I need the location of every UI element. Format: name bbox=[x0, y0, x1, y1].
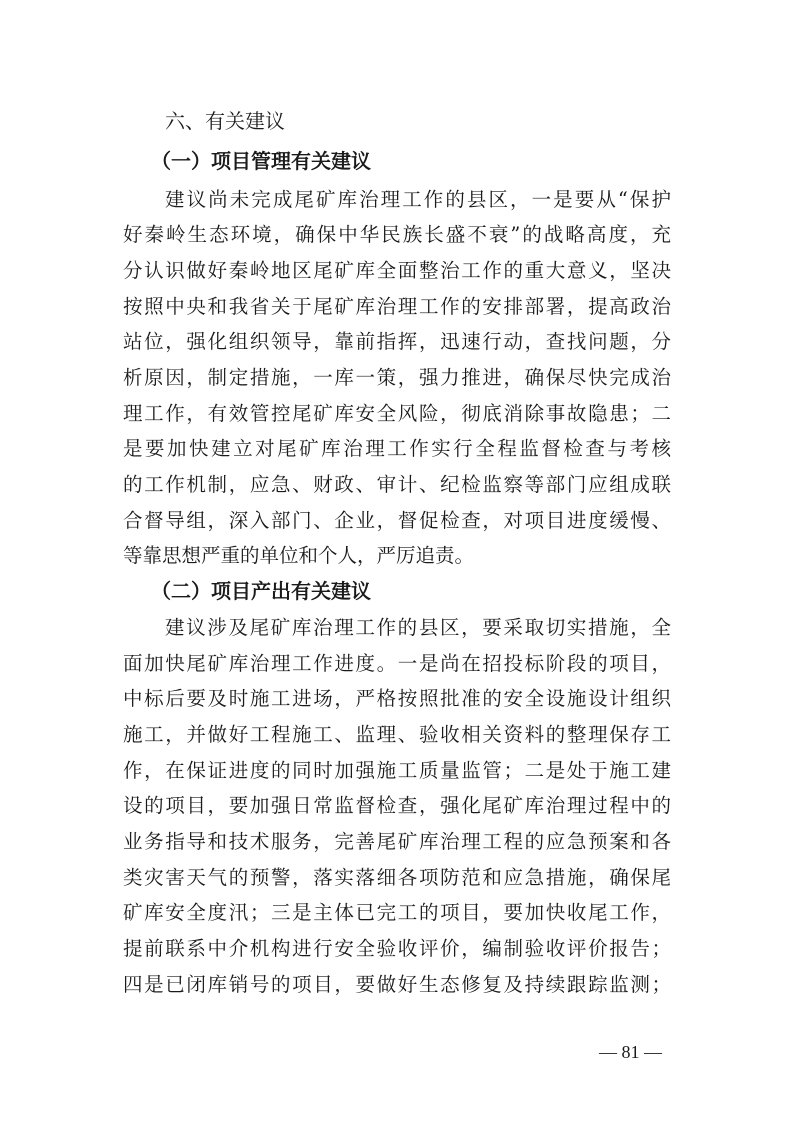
paragraph-line: 设的项目，要加强日常监督检查，强化尾矿库治理过程中的 bbox=[123, 794, 671, 817]
paragraph-line: 析原因，制定措施，一库一策，强力推进，确保尽快完成治 bbox=[123, 366, 671, 389]
paragraph-line: 是要加快建立对尾矿库治理工作实行全程监督检查与考核 bbox=[123, 437, 671, 460]
paragraph-line: 分认识做好秦岭地区尾矿库全面整治工作的重大意义，坚决 bbox=[123, 259, 671, 282]
paragraph-line: 理工作，有效管控尾矿库安全风险，彻底消除事故隐患；二 bbox=[123, 402, 671, 425]
paragraph-line: 矿库安全度汛；三是主体已完工的项目，要加快收尾工作， bbox=[123, 901, 671, 924]
subsection-heading-1: （一）项目管理有关建议 bbox=[151, 149, 371, 173]
paragraph-line: 作，在保证进度的同时加强施工质量监管；二是处于施工建 bbox=[123, 759, 671, 782]
paragraph-line: 的工作机制，应急、财政、审计、纪检监察等部门应组成联 bbox=[123, 473, 671, 496]
paragraph-line: 类灾害天气的预警，落实落细各项防范和应急措施，确保尾 bbox=[123, 866, 671, 889]
paragraph-line: 中标后要及时施工进场，严格按照批准的安全设施设计组织 bbox=[123, 687, 671, 710]
paragraph-line: 等靠思想严重的单位和个人，严厉追责。 bbox=[123, 544, 475, 567]
paragraph-line: 建议尚未完成尾矿库治理工作的县区，一是要从“保护 bbox=[165, 188, 671, 211]
paragraph-line: 四是已闭库销号的项目，要做好生态修复及持续跟踪监测； bbox=[123, 973, 671, 996]
paragraph-line: 施工，并做好工程施工、监理、验收相关资料的整理保存工 bbox=[123, 723, 671, 746]
paragraph-line: 业务指导和技术服务，完善尾矿库治理工程的应急预案和各 bbox=[123, 830, 671, 853]
paragraph-line: 面加快尾矿库治理工作进度。一是尚在招投标阶段的项目， bbox=[123, 652, 671, 675]
paragraph-line: 合督导组，深入部门、企业，督促检查，对项目进度缓慢、 bbox=[123, 509, 671, 532]
paragraph-line: 好秦岭生态环境，确保中华民族长盛不衰”的战略高度，充 bbox=[123, 223, 671, 246]
paragraph-line: 提前联系中介机构进行安全验收评价，编制验收评价报告； bbox=[123, 937, 671, 960]
subsection-heading-2: （二）项目产出有关建议 bbox=[151, 579, 371, 603]
section-heading: 六、有关建议 bbox=[165, 109, 285, 133]
paragraph-line: 按照中央和我省关于尾矿库治理工作的安排部署，提高政治 bbox=[123, 295, 671, 318]
paragraph-line: 站位，强化组织领导，靠前指挥，迅速行动，查找问题，分 bbox=[123, 330, 671, 353]
page-number: — 81 — bbox=[599, 1042, 662, 1062]
paragraph-line: 建议涉及尾矿库治理工作的县区，要采取切实措施，全 bbox=[165, 616, 671, 639]
